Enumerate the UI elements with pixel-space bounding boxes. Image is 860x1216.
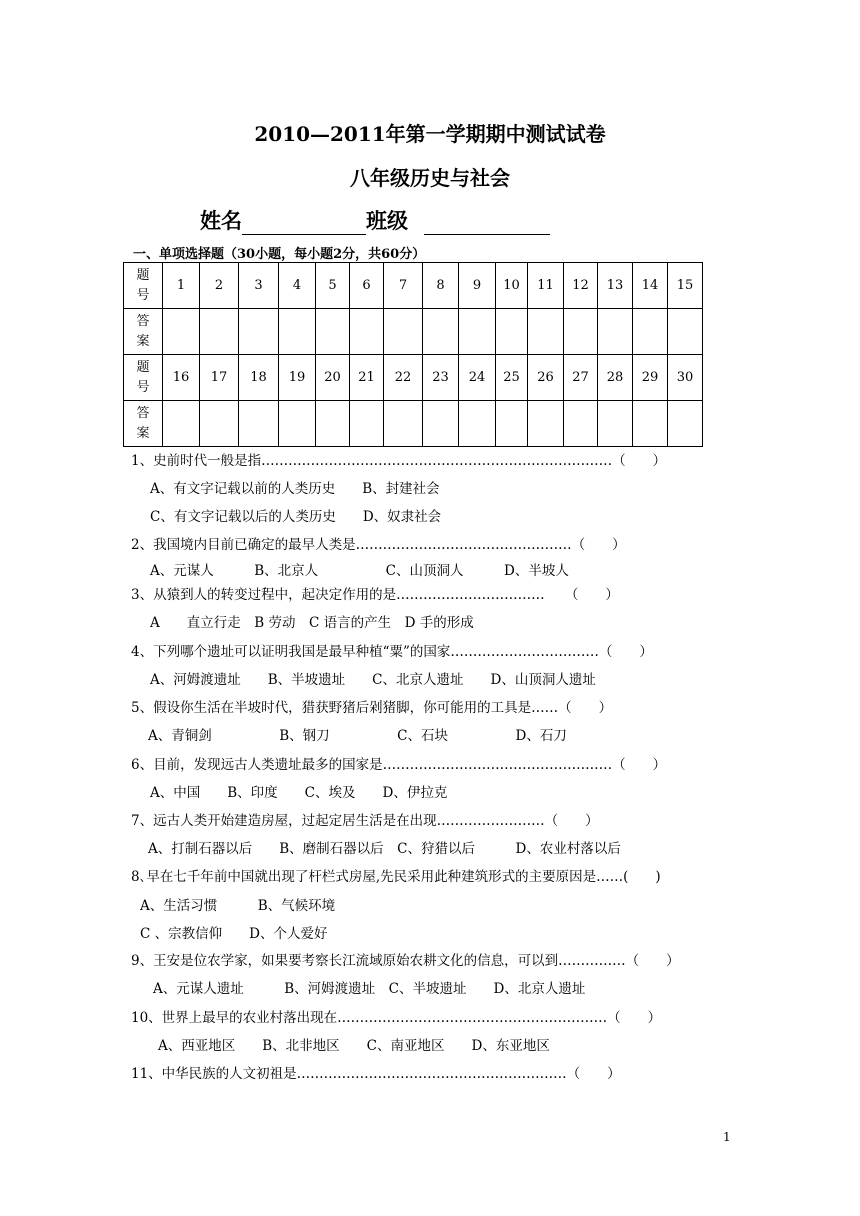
question-number-cell: 25: [496, 355, 528, 401]
answer-cell[interactable]: [528, 401, 564, 447]
question-options: A、有文字记载以前的人类历史 B、封建社会: [150, 481, 440, 497]
answer-row-1: [124, 309, 703, 355]
question-number-cell: 12: [564, 263, 598, 309]
question-number-cell: 13: [598, 263, 633, 309]
question-options: A、生活习惯 B、气候环境: [140, 898, 336, 914]
question-number-cell: 5: [316, 263, 350, 309]
answer-cell[interactable]: [459, 309, 496, 355]
answer-cell[interactable]: [633, 309, 668, 355]
name-blank[interactable]: [242, 210, 366, 235]
question-text: 10、世界上最早的农业村落出现在……………………………………………………（ ）: [131, 1010, 662, 1026]
question-text: 8､早在七千年前中国就出现了杆栏式房屋,先民采用此种建筑形式的主要原因是……( ): [131, 869, 661, 885]
answer-cell[interactable]: [384, 401, 423, 447]
exam-title: 2010—2011年第一学期期中测试试卷: [254, 122, 606, 146]
question-text: 5、假设你生活在半坡时代，猎获野猪后剁猪脚，你可能用的工具是……（ ）: [131, 700, 613, 716]
question-options: A 直立行走 B 劳动 C 语言的产生 D 手的形成: [150, 615, 474, 631]
question-number-cell: 1: [163, 263, 200, 309]
answer-cell[interactable]: [564, 309, 598, 355]
question-options: C 、宗教信仰 D、个人爱好: [140, 926, 328, 942]
question-options: A、打制石器以后 B、磨制石器以后 C、狩猎以后 D、农业村落以后: [148, 841, 621, 857]
number-row-2: [124, 355, 703, 401]
question-text: 9、王安是位农学家，如果要考察长江流域原始农耕文化的信息，可以到……………（ ）: [131, 953, 680, 969]
question-number-cell: 10: [496, 263, 528, 309]
question-options: A、元谋人 B、北京人 C、山顶洞人 D、半坡人: [150, 563, 569, 579]
answer-table: [123, 262, 703, 447]
question-number-cell: 11: [528, 263, 564, 309]
answer-row-2: [124, 401, 703, 447]
question-number-cell: 23: [423, 355, 459, 401]
question-options: A、河姆渡遗址 B、半坡遗址 C、北京人遗址 D、山顶洞人遗址: [150, 672, 596, 688]
class-label: 班级: [366, 208, 408, 233]
question-text: 2、我国境内目前已确定的最早人类是…………………………………………（ ）: [131, 537, 626, 553]
answer-cell[interactable]: [350, 401, 384, 447]
question-text: 6、目前，发现远古人类遗址最多的国家是……………………………………………（ ）: [131, 757, 667, 773]
answer-cell[interactable]: [316, 309, 350, 355]
answer-cell[interactable]: [598, 401, 633, 447]
answer-cell[interactable]: [279, 401, 316, 447]
row-label-answer: 答 案: [124, 401, 163, 447]
question-number-cell: 4: [279, 263, 316, 309]
question-number-cell: 14: [633, 263, 668, 309]
question-text: 7、远古人类开始建造房屋，过起定居生活是在出现……………………（ ）: [131, 813, 599, 829]
question-text: 3、从猿到人的转变过程中，起决定作用的是…………………………… （ ）: [131, 587, 619, 603]
question-number-cell: 29: [633, 355, 668, 401]
answer-cell[interactable]: [239, 401, 279, 447]
answer-cell[interactable]: [239, 309, 279, 355]
page-number: 1: [723, 1130, 731, 1144]
question-options: C、有文字记载以后的人类历史 D、奴隶社会: [150, 509, 442, 525]
class-blank[interactable]: [424, 210, 550, 235]
question-number-cell: 20: [316, 355, 350, 401]
question-text: 11、中华民族的人文初祖是……………………………………………………（ ）: [131, 1066, 621, 1082]
question-number-cell: 8: [423, 263, 459, 309]
answer-cell[interactable]: [350, 309, 384, 355]
section-heading: 一、单项选择题（30小题，每小题2分，共60分）: [133, 247, 426, 262]
question-options: A、元谋人遗址 B、河姆渡遗址 C、半坡遗址 D、北京人遗址: [153, 981, 586, 997]
question-number-cell: 30: [668, 355, 703, 401]
answer-cell[interactable]: [279, 309, 316, 355]
question-number-cell: 17: [200, 355, 239, 401]
question-number-cell: 28: [598, 355, 633, 401]
answer-cell[interactable]: [564, 401, 598, 447]
row-label-number: 题 号: [124, 355, 163, 401]
question-number-cell: 3: [239, 263, 279, 309]
answer-cell[interactable]: [633, 401, 668, 447]
question-number-cell: 27: [564, 355, 598, 401]
row-label-number: 题 号: [124, 263, 163, 309]
answer-cell[interactable]: [316, 401, 350, 447]
question-number-cell: 15: [668, 263, 703, 309]
question-options: A、西亚地区 B、北非地区 C、南亚地区 D、东亚地区: [158, 1038, 550, 1054]
exam-subtitle: 八年级历史与社会: [350, 166, 510, 190]
question-text: 1、史前时代一般是指……………………………………………………………………（ ）: [131, 453, 667, 469]
question-options: A、青铜剑 B、钢刀 C、石块 D、石刀: [148, 728, 567, 744]
question-number-cell: 18: [239, 355, 279, 401]
question-text: 4、下列哪个遗址可以证明我国是最早种植“粟”的国家……………………………（ ）: [131, 644, 653, 660]
answer-cell[interactable]: [598, 309, 633, 355]
answer-cell[interactable]: [668, 401, 703, 447]
answer-cell[interactable]: [200, 309, 239, 355]
answer-cell[interactable]: [668, 309, 703, 355]
name-label: 姓名: [200, 208, 242, 233]
question-number-cell: 7: [384, 263, 423, 309]
answer-cell[interactable]: [163, 309, 200, 355]
number-row-1: [124, 263, 703, 309]
answer-cell[interactable]: [496, 401, 528, 447]
answer-cell[interactable]: [200, 401, 239, 447]
answer-cell[interactable]: [423, 401, 459, 447]
question-number-cell: 24: [459, 355, 496, 401]
question-number-cell: 22: [384, 355, 423, 401]
answer-cell[interactable]: [384, 309, 423, 355]
question-number-cell: 16: [163, 355, 200, 401]
answer-cell[interactable]: [163, 401, 200, 447]
answer-cell[interactable]: [423, 309, 459, 355]
question-number-cell: 19: [279, 355, 316, 401]
answer-cell[interactable]: [528, 309, 564, 355]
student-info-line: [200, 205, 550, 235]
question-number-cell: 2: [200, 263, 239, 309]
row-label-answer: 答 案: [124, 309, 163, 355]
answer-cell[interactable]: [496, 309, 528, 355]
question-number-cell: 9: [459, 263, 496, 309]
answer-cell[interactable]: [459, 401, 496, 447]
question-number-cell: 21: [350, 355, 384, 401]
question-number-cell: 26: [528, 355, 564, 401]
question-number-cell: 6: [350, 263, 384, 309]
question-options: A、中国 B、印度 C、埃及 D、伊拉克: [150, 785, 448, 801]
